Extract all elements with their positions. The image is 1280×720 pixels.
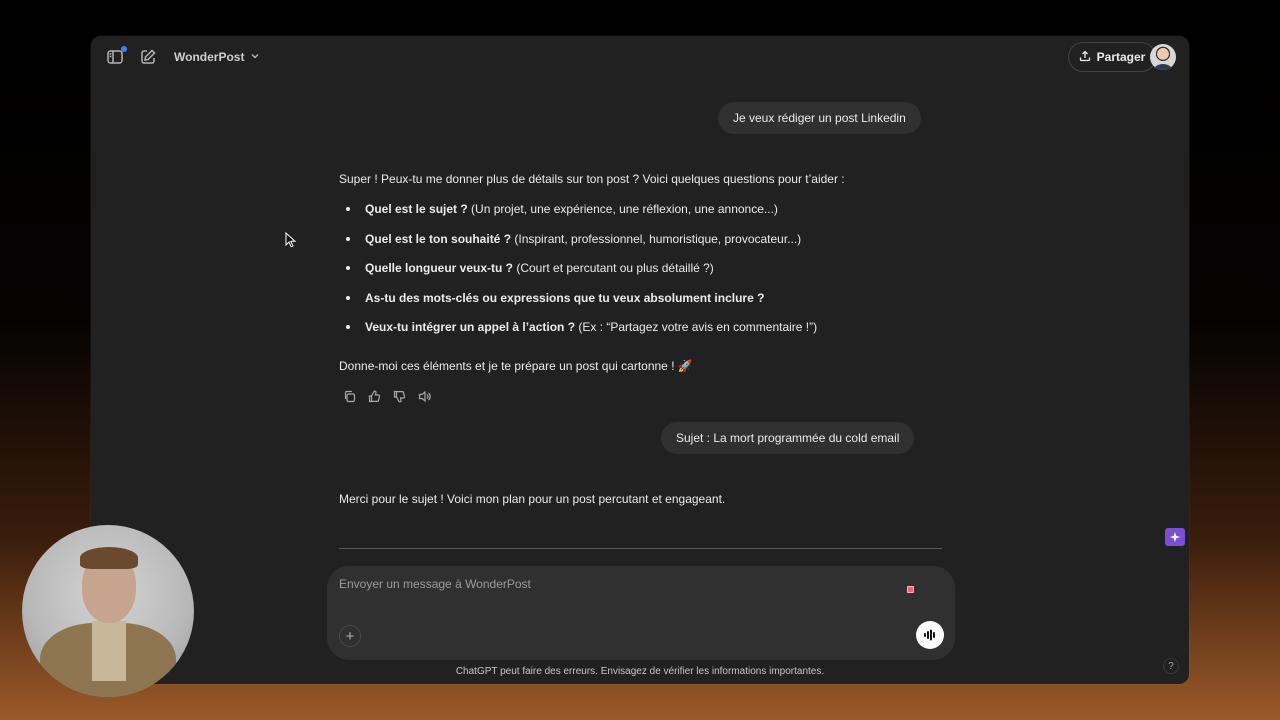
user-message-text: Je veux rédiger un post Linkedin [733, 111, 906, 125]
thumbs-up-icon[interactable] [366, 388, 382, 404]
list-item: Quel est le sujet ? (Un projet, une expérience, une réflexion, une annonce...) [339, 201, 845, 231]
compose-icon[interactable] [137, 46, 159, 68]
list-item: Quel est le ton souhaité ? (Inspirant, professionnel, humoristique, provocateur...) [339, 231, 845, 261]
presenter-shirt [92, 621, 126, 681]
user-message [661, 422, 914, 454]
sparkle-widget-icon[interactable] [1165, 528, 1185, 546]
message-composer[interactable] [327, 566, 955, 660]
assistant-text: Merci pour le sujet ! Voici mon plan pour un post percutant et engageant. [339, 492, 726, 506]
avatar[interactable] [1150, 44, 1176, 70]
webcam-overlay [22, 525, 194, 697]
share-button[interactable] [1068, 42, 1156, 72]
assistant-intro: Super ! Peux-tu me donner plus de détails sur ton post ? Voici quelques questions pour t’aider : [339, 172, 845, 186]
assistant-outro: Donne-moi ces éléments et je te prépare un post qui cartonne ! 🚀 [339, 358, 693, 373]
model-selector[interactable] [174, 48, 260, 66]
recording-indicator-icon [907, 586, 914, 593]
list-item: Quelle longueur veux-tu ? (Court et percutant ou plus détaillé ?) [339, 260, 845, 290]
help-button[interactable]: ? [1163, 658, 1179, 674]
voice-mode-icon[interactable] [916, 621, 944, 649]
thumbs-down-icon[interactable] [391, 388, 407, 404]
message-actions [341, 388, 432, 404]
list-item: Veux-tu intégrer un appel à l’action ? (Ex : “Partagez votre avis en commentaire !”) [339, 319, 845, 349]
chevron-down-icon [250, 50, 260, 64]
assistant-message [339, 172, 845, 373]
top-bar [91, 36, 1189, 80]
add-attachment-button[interactable]: + [339, 625, 361, 647]
user-message-text: Sujet : La mort programmée du cold email [676, 431, 900, 445]
mouse-cursor-icon [285, 232, 297, 248]
notification-dot [121, 46, 127, 52]
message-input[interactable]: Envoyer un message à WonderPost [339, 577, 531, 591]
model-name: WonderPost [174, 50, 245, 64]
chat-window [91, 36, 1189, 684]
question-list [339, 201, 845, 349]
assistant-message [339, 492, 725, 506]
user-message [718, 102, 921, 134]
share-label: Partager [1096, 50, 1146, 64]
speaker-icon[interactable] [416, 388, 432, 404]
sidebar-toggle-icon[interactable] [104, 46, 126, 68]
copy-icon[interactable] [341, 388, 357, 404]
list-item: As-tu des mots-clés ou expressions que tu veux absolument inclure ? [339, 290, 845, 320]
presenter-hair [80, 547, 138, 569]
divider [339, 548, 942, 549]
disclaimer: ChatGPT peut faire des erreurs. Envisagez de vérifier les informations importantes. [455, 666, 825, 677]
upload-icon [1079, 50, 1091, 65]
